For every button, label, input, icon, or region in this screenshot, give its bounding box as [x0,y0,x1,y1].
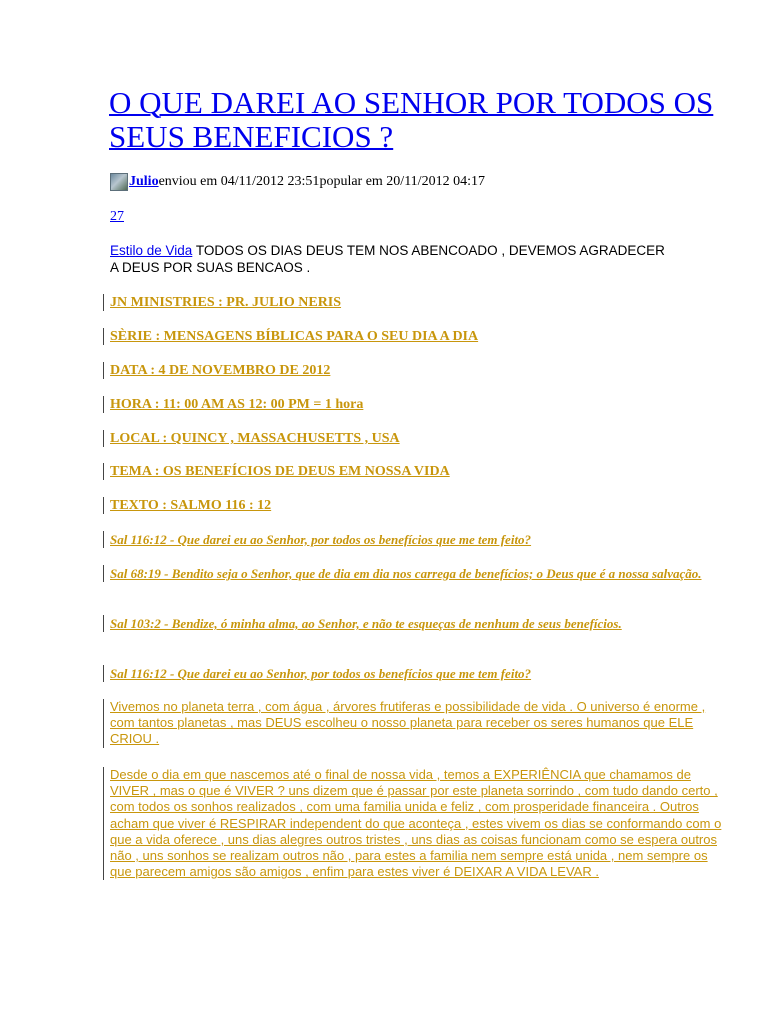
page-title[interactable]: O QUE DAREI AO SENHOR POR TODOS OS SEUS BENEFICIOS ? [109,85,714,154]
verse-sal-68-19[interactable]: Sal 68:19 - Bendito seja o Senhor, que de dia em dia nos carrega de benefícios; o Deus que é a nossa salvação. [103,565,730,582]
header-line-location[interactable]: LOCAL : QUINCY , MASSACHUSETTS , USA [103,430,400,447]
verse-sal-116-12[interactable]: Sal 116:12 - Que darei eu ao Senhor, por todos os benefícios que me tem feito? [103,531,730,548]
intro-description: TODOS OS DIAS DEUS TEM NOS ABENCOADO , DEVEMOS AGRADECER A DEUS POR SUAS BENCAOS . [110,243,665,275]
header-line-theme[interactable]: TEMA : OS BENEFÍCIOS DE DEUS EM NOSSA VIDA [103,463,450,480]
header-line-time[interactable]: HORA : 11: 00 AM AS 12: 00 PM = 1 hora [103,396,363,413]
header-line-ministry[interactable]: JN MINISTRIES : PR. JULIO NERIS [103,294,341,311]
header-line-text[interactable]: TEXTO : SALMO 116 : 12 [103,497,271,514]
verse-sal-116-12-repeat[interactable]: Sal 116:12 - Que darei eu ao Senhor, por todos os benefícios que me tem feito? [103,665,730,682]
header-line-date[interactable]: DATA : 4 DE NOVEMBRO DE 2012 [103,362,330,379]
header-line-series[interactable]: SÈRIE : MENSAGENS BÍBLICAS PARA O SEU DIA A DIA [103,328,478,345]
paragraph-planet[interactable]: Vivemos no planeta terra , com água , árvores frutiferas e possibilidade de vida . O universo é enorme , com tantos planetas , mas DEUS escolheu o nosso planeta para receber os seres humanos que ELE CRIOU . [103,699,730,748]
verse-sal-103-2[interactable]: Sal 103:2 - Bendize, ó minha alma, ao Senhor, e não te esqueças de nenhum de seus benefícios. [103,615,730,632]
intro-text [110,242,670,276]
post-meta [110,172,485,192]
paragraph-living[interactable]: Desde o dia em que nascemos até o final de nossa vida , temos a EXPERIÊNCIA que chamamos de VIVER , mas o que é VIVER ? uns dizem que é passar por este planeta sorrindo , com tudo dando certo , com todos os sonhos realizados , com uma familia unida e feliz , com prosperidade financeira . Outros acham que viver é RESPIRAR independent do que aconteça , estes vivem os dias se conformando com o que a vida oferece , uns dias alegres outros tristes , uns dias as coisas funcionam como se espera outros não , uns sonhos se realizam outros não , para estes a familia nem sempre está unida , nem sempre os que parecem amigos são amigos , enfim para estes viver é DEIXAR A VIDA LEVAR . [103,767,730,880]
category-link[interactable]: Estilo de Vida [110,243,193,258]
popular-date: popular em 20/11/2012 04:17 [319,174,485,189]
author-link[interactable]: Julio [129,174,159,189]
avatar[interactable] [110,173,128,191]
sent-date: enviou em 04/11/2012 23:51 [158,174,320,189]
view-count-link[interactable]: 27 [110,209,124,224]
